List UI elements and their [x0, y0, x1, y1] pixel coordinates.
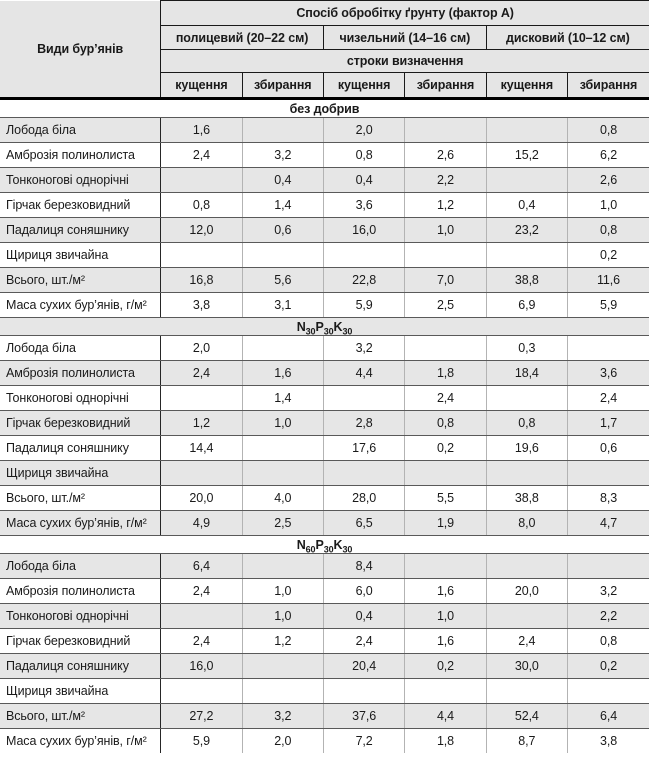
row-label: Маса сухих бур’янів, г/м²: [0, 511, 161, 536]
value-cell: 4,0: [242, 486, 323, 511]
col-header-stage-5: кущення: [486, 73, 567, 99]
value-cell: 3,2: [242, 143, 323, 168]
value-cell: 2,6: [405, 143, 486, 168]
value-cell: 4,4: [323, 361, 404, 386]
row-label: Гірчак березковидний: [0, 629, 161, 654]
table-row: [0, 243, 649, 268]
value-cell: 20,4: [323, 654, 404, 679]
table-row: [0, 361, 649, 386]
value-cell: 0,4: [323, 604, 404, 629]
value-cell: 1,4: [242, 386, 323, 411]
value-cell: 38,8: [486, 486, 567, 511]
value-cell: 5,9: [568, 293, 649, 318]
row-label: Лобода біла: [0, 336, 161, 361]
value-cell: 2,4: [405, 386, 486, 411]
value-cell: 5,5: [405, 486, 486, 511]
col-header-stage-2: збирання: [242, 73, 323, 99]
value-cell: 2,4: [323, 629, 404, 654]
col-header-disk: дисковий (10–12 см): [486, 26, 649, 50]
value-cell: [242, 654, 323, 679]
col-header-stage-4: збирання: [405, 73, 486, 99]
row-label: Тонконогові однорічні: [0, 168, 161, 193]
value-cell: 3,2: [242, 704, 323, 729]
value-cell: 0,4: [486, 193, 567, 218]
value-cell: 3,2: [568, 579, 649, 604]
section-title-text: P: [315, 537, 324, 552]
value-cell: [161, 168, 242, 193]
value-cell: 2,4: [161, 143, 242, 168]
value-cell: 1,6: [405, 629, 486, 654]
value-cell: 3,6: [568, 361, 649, 386]
value-cell: 0,6: [242, 218, 323, 243]
table-body: [0, 99, 649, 754]
table-row: [0, 486, 649, 511]
value-cell: 4,9: [161, 511, 242, 536]
value-cell: [242, 243, 323, 268]
table-row: [0, 654, 649, 679]
value-cell: 6,0: [323, 579, 404, 604]
value-cell: 1,0: [242, 411, 323, 436]
value-cell: 28,0: [323, 486, 404, 511]
row-label: Падалиця соняшнику: [0, 654, 161, 679]
value-cell: 6,9: [486, 293, 567, 318]
row-label: Лобода біла: [0, 554, 161, 579]
value-cell: 6,4: [568, 704, 649, 729]
table-row: [0, 579, 649, 604]
value-cell: 0,8: [568, 118, 649, 143]
value-cell: 0,8: [568, 218, 649, 243]
table-header: [0, 1, 649, 99]
value-cell: 1,4: [242, 193, 323, 218]
value-cell: 1,2: [405, 193, 486, 218]
value-cell: 0,8: [486, 411, 567, 436]
table-row: [0, 629, 649, 654]
corner-header-weed-types: Види бур’янів: [0, 1, 161, 99]
value-cell: [242, 461, 323, 486]
value-cell: 7,0: [405, 268, 486, 293]
value-cell: 0,2: [568, 243, 649, 268]
value-cell: 2,4: [568, 386, 649, 411]
value-cell: 0,4: [323, 168, 404, 193]
value-cell: 2,0: [242, 729, 323, 754]
value-cell: 16,0: [161, 654, 242, 679]
value-cell: 3,6: [323, 193, 404, 218]
value-cell: 7,2: [323, 729, 404, 754]
row-label: Падалиця соняшнику: [0, 218, 161, 243]
value-cell: [568, 336, 649, 361]
value-cell: 3,2: [323, 336, 404, 361]
table-row: [0, 218, 649, 243]
value-cell: 0,2: [405, 654, 486, 679]
value-cell: 6,4: [161, 554, 242, 579]
value-cell: [242, 118, 323, 143]
value-cell: 2,0: [161, 336, 242, 361]
row-label: Амброзія полинолиста: [0, 143, 161, 168]
section-title-subscript: 30: [305, 326, 316, 336]
value-cell: [161, 386, 242, 411]
table-row: [0, 554, 649, 579]
row-label: Тонконогові однорічні: [0, 386, 161, 411]
value-cell: 15,2: [486, 143, 567, 168]
value-cell: [568, 679, 649, 704]
value-cell: 8,0: [486, 511, 567, 536]
value-cell: 2,2: [568, 604, 649, 629]
table-row: [0, 118, 649, 143]
row-label: Всього, шт./м²: [0, 268, 161, 293]
row-label: Щириця звичайна: [0, 679, 161, 704]
value-cell: [486, 118, 567, 143]
value-cell: 5,9: [323, 293, 404, 318]
value-cell: [242, 554, 323, 579]
value-cell: [242, 336, 323, 361]
value-cell: 8,7: [486, 729, 567, 754]
value-cell: 4,7: [568, 511, 649, 536]
section-header-row: [0, 536, 649, 554]
value-cell: 30,0: [486, 654, 567, 679]
value-cell: [161, 461, 242, 486]
value-cell: 18,4: [486, 361, 567, 386]
value-cell: 5,6: [242, 268, 323, 293]
value-cell: 2,6: [568, 168, 649, 193]
value-cell: 2,4: [161, 579, 242, 604]
value-cell: 20,0: [486, 579, 567, 604]
col-header-stage-6: збирання: [568, 73, 649, 99]
value-cell: 22,8: [323, 268, 404, 293]
value-cell: 2,4: [161, 629, 242, 654]
value-cell: [486, 461, 567, 486]
table-row: [0, 386, 649, 411]
value-cell: [486, 168, 567, 193]
section-title-subscript: 30: [342, 326, 353, 336]
value-cell: 0,4: [242, 168, 323, 193]
value-cell: [486, 679, 567, 704]
value-cell: 2,5: [405, 293, 486, 318]
value-cell: [486, 554, 567, 579]
value-cell: 2,0: [323, 118, 404, 143]
value-cell: 0,2: [568, 654, 649, 679]
value-cell: 1,9: [405, 511, 486, 536]
value-cell: [405, 118, 486, 143]
value-cell: 1,2: [161, 411, 242, 436]
value-cell: 1,0: [242, 604, 323, 629]
value-cell: 3,8: [161, 293, 242, 318]
value-cell: [486, 386, 567, 411]
col-header-factor-a: Спосіб обробітку ґрунту (фактор А): [161, 1, 649, 26]
value-cell: 17,6: [323, 436, 404, 461]
table-row: [0, 193, 649, 218]
section-title-text: N: [296, 537, 306, 552]
value-cell: 0,6: [568, 436, 649, 461]
table-row: [0, 704, 649, 729]
value-cell: 8,4: [323, 554, 404, 579]
value-cell: 1,6: [242, 361, 323, 386]
value-cell: 1,6: [161, 118, 242, 143]
section-title-subscript: 30: [323, 544, 334, 554]
value-cell: 3,1: [242, 293, 323, 318]
value-cell: 2,2: [405, 168, 486, 193]
value-cell: 0,8: [323, 143, 404, 168]
value-cell: 2,4: [486, 629, 567, 654]
section-title: [0, 536, 649, 554]
col-header-timing: строки визначення: [161, 50, 649, 73]
value-cell: 0,3: [486, 336, 567, 361]
col-header-chisel: чизельний (14–16 см): [323, 26, 486, 50]
row-label: Амброзія полинолиста: [0, 361, 161, 386]
value-cell: [323, 243, 404, 268]
value-cell: 14,4: [161, 436, 242, 461]
col-header-stage-3: кущення: [323, 73, 404, 99]
value-cell: [405, 243, 486, 268]
value-cell: [568, 461, 649, 486]
value-cell: 52,4: [486, 704, 567, 729]
value-cell: 20,0: [161, 486, 242, 511]
value-cell: 1,0: [568, 193, 649, 218]
section-title-text: K: [333, 319, 343, 334]
value-cell: 1,0: [405, 218, 486, 243]
value-cell: 19,6: [486, 436, 567, 461]
table-row: [0, 268, 649, 293]
row-label: Гірчак березковидний: [0, 411, 161, 436]
section-title-subscript: 30: [342, 544, 353, 554]
value-cell: 23,2: [486, 218, 567, 243]
value-cell: [323, 461, 404, 486]
table-row: [0, 511, 649, 536]
value-cell: 27,2: [161, 704, 242, 729]
table-row: [0, 729, 649, 754]
section-title: [0, 99, 649, 118]
value-cell: 4,4: [405, 704, 486, 729]
section-title-subscript: 30: [323, 326, 334, 336]
table-row: [0, 336, 649, 361]
table-row: [0, 604, 649, 629]
value-cell: 0,2: [405, 436, 486, 461]
row-label: Тонконогові однорічні: [0, 604, 161, 629]
value-cell: 1,6: [405, 579, 486, 604]
value-cell: [486, 243, 567, 268]
value-cell: 1,7: [568, 411, 649, 436]
section-title-text: P: [315, 319, 324, 334]
value-cell: 6,5: [323, 511, 404, 536]
value-cell: [161, 604, 242, 629]
row-label: Щириця звичайна: [0, 243, 161, 268]
table-row: [0, 143, 649, 168]
row-label: Гірчак березковидний: [0, 193, 161, 218]
value-cell: 2,4: [161, 361, 242, 386]
table-row: [0, 168, 649, 193]
value-cell: 1,2: [242, 629, 323, 654]
value-cell: 0,8: [405, 411, 486, 436]
value-cell: 1,8: [405, 729, 486, 754]
value-cell: 38,8: [486, 268, 567, 293]
row-label: Маса сухих бур’янів, г/м²: [0, 729, 161, 754]
table-row: [0, 293, 649, 318]
value-cell: [486, 604, 567, 629]
table-row: [0, 411, 649, 436]
value-cell: 1,0: [405, 604, 486, 629]
section-title: [0, 318, 649, 336]
section-header-row: [0, 318, 649, 336]
col-header-stage-1: кущення: [161, 73, 242, 99]
value-cell: [242, 436, 323, 461]
row-label: Падалиця соняшнику: [0, 436, 161, 461]
value-cell: [161, 679, 242, 704]
value-cell: [405, 461, 486, 486]
table-row: [0, 436, 649, 461]
section-title-text: N: [296, 319, 306, 334]
value-cell: [405, 679, 486, 704]
value-cell: 11,6: [568, 268, 649, 293]
value-cell: [405, 336, 486, 361]
value-cell: 1,0: [242, 579, 323, 604]
section-title-text: без добрив: [289, 101, 360, 116]
row-label: Щириця звичайна: [0, 461, 161, 486]
value-cell: 16,0: [323, 218, 404, 243]
value-cell: 12,0: [161, 218, 242, 243]
table-row: [0, 679, 649, 704]
value-cell: 5,9: [161, 729, 242, 754]
value-cell: 37,6: [323, 704, 404, 729]
value-cell: [323, 679, 404, 704]
section-title-text: K: [333, 537, 343, 552]
table-row: [0, 461, 649, 486]
row-label: Всього, шт./м²: [0, 704, 161, 729]
row-label: Маса сухих бур’янів, г/м²: [0, 293, 161, 318]
value-cell: 1,8: [405, 361, 486, 386]
value-cell: 0,8: [161, 193, 242, 218]
col-header-moldboard: полицевий (20–22 см): [161, 26, 324, 50]
value-cell: 8,3: [568, 486, 649, 511]
value-cell: [568, 554, 649, 579]
value-cell: [405, 554, 486, 579]
value-cell: [161, 243, 242, 268]
value-cell: [242, 679, 323, 704]
row-label: Амброзія полинолиста: [0, 579, 161, 604]
value-cell: [323, 386, 404, 411]
value-cell: 16,8: [161, 268, 242, 293]
value-cell: 2,8: [323, 411, 404, 436]
value-cell: 0,8: [568, 629, 649, 654]
value-cell: 2,5: [242, 511, 323, 536]
row-label: Лобода біла: [0, 118, 161, 143]
row-label: Всього, шт./м²: [0, 486, 161, 511]
value-cell: 6,2: [568, 143, 649, 168]
value-cell: 3,8: [568, 729, 649, 754]
section-header-row: [0, 99, 649, 118]
section-title-subscript: 60: [305, 544, 316, 554]
